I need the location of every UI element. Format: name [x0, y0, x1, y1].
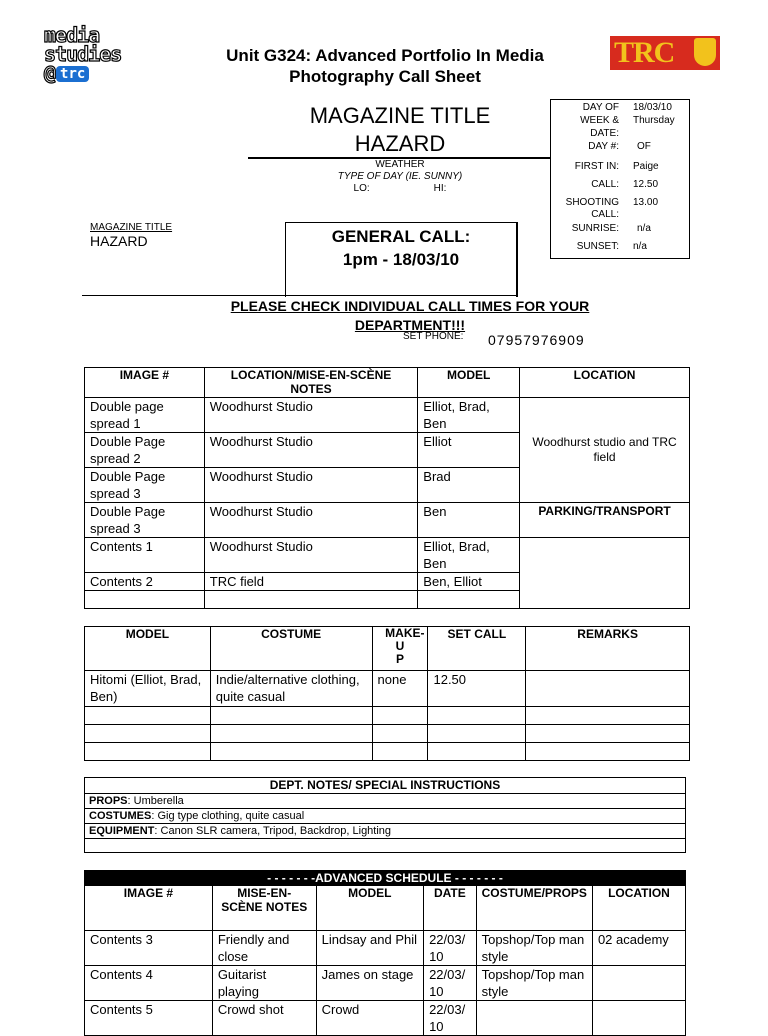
- logo-line-3: [44, 61, 138, 85]
- first-in-label: FIRST IN:: [574, 161, 619, 172]
- table-row: [85, 707, 690, 725]
- cell: [204, 591, 418, 609]
- col-remarks: REMARKS: [526, 627, 690, 671]
- col-image: IMAGE #: [85, 886, 213, 931]
- weather-lo: LO:: [353, 183, 370, 194]
- table-row: [85, 503, 690, 538]
- trc-logo-text: TRC: [614, 36, 675, 69]
- cell: Woodhurst Studio: [204, 398, 418, 433]
- equipment-value: : Canon SLR camera, Tripod, Backdrop, Lighting: [154, 825, 392, 837]
- cell: Contents 3: [85, 931, 213, 966]
- weather-block: [300, 159, 500, 195]
- magazine-title: [260, 102, 540, 158]
- col-makeup: [372, 627, 428, 671]
- magazine-title-label: MAGAZINE TITLE: [90, 222, 173, 233]
- image-location-table: [84, 367, 690, 609]
- cell: 12.50: [428, 671, 526, 707]
- col-model: MODEL: [316, 886, 423, 931]
- cell: Crowd shot: [212, 1001, 316, 1036]
- schedule-banner-row: [85, 871, 686, 886]
- notes-props-row: [85, 794, 686, 809]
- cell: Elliot, Brad, Ben: [418, 538, 520, 573]
- cell: 22/03/10: [424, 1001, 477, 1036]
- media-studies-logo: [44, 23, 138, 85]
- magazine-title-line-2: HAZARD: [354, 131, 446, 156]
- shooting-value: 13.00: [633, 197, 659, 208]
- crest-icon: [694, 38, 716, 66]
- col-date: DATE: [424, 886, 477, 931]
- cell: Lindsay and Phil: [316, 931, 423, 966]
- parking-transport-value: [520, 538, 690, 609]
- parking-transport-header: PARKING/TRANSPORT: [520, 503, 690, 538]
- day-of-value: 18/03/10: [633, 102, 672, 113]
- cell: Ben, Elliot: [418, 573, 520, 591]
- cell: TRC field: [204, 573, 418, 591]
- notes-costumes-row: [85, 809, 686, 824]
- cell: Contents 2: [85, 573, 205, 591]
- shooting-label-2: CALL:: [591, 209, 619, 220]
- cell: Ben: [418, 503, 520, 538]
- cell: 22/03/10: [424, 966, 477, 1001]
- first-in-value: Paige: [633, 161, 659, 172]
- call-label: CALL:: [591, 179, 619, 190]
- weather-type: TYPE OF DAY (IE. SUNNY): [337, 171, 463, 182]
- weather-label: WEATHER: [375, 159, 425, 170]
- costumes-cell: [85, 809, 686, 824]
- sunset-label: SUNSET:: [576, 241, 619, 252]
- trc-logo: [610, 36, 720, 70]
- cell: Woodhurst Studio: [204, 503, 418, 538]
- cell: Elliot: [418, 433, 520, 468]
- cell: Woodhurst Studio: [204, 433, 418, 468]
- cell: 02 academy: [592, 931, 685, 966]
- date-label: DATE:: [590, 128, 619, 139]
- cell: Double Page spread 3: [85, 503, 205, 538]
- day-of-label: DAY OF: [582, 102, 619, 113]
- cell: [418, 591, 520, 609]
- cell: Woodhurst Studio: [204, 468, 418, 503]
- cell: [476, 1001, 592, 1036]
- table-row: [85, 1001, 686, 1036]
- notes-empty-row: [85, 839, 686, 853]
- cell: Contents 5: [85, 1001, 213, 1036]
- props-cell: [85, 794, 686, 809]
- cell: [592, 1001, 685, 1036]
- page-title: [150, 45, 620, 87]
- props-label: PROPS: [89, 795, 128, 807]
- cell: Friendly and close: [212, 931, 316, 966]
- check-notice-line-2: DEPARTMENT!!!: [354, 317, 466, 333]
- title-line-1: Unit G324: Advanced Portfolio In Media: [226, 46, 544, 65]
- magazine-title-line-1: MAGAZINE TITLE: [309, 103, 491, 128]
- cell: Hitomi (Elliot, Brad, Ben): [85, 671, 211, 707]
- week-value: Thursday: [633, 115, 675, 126]
- day-info-box: [550, 99, 690, 259]
- col-costume-props: COSTUME/PROPS: [476, 886, 592, 931]
- table-row: [85, 931, 686, 966]
- general-call-label: GENERAL CALL:: [331, 227, 471, 246]
- check-notice: [150, 297, 670, 335]
- cell: Topshop/Top man style: [476, 931, 592, 966]
- cell: Guitarist playing: [212, 966, 316, 1001]
- col-set-call: SET CALL: [428, 627, 526, 671]
- col-location-notes: LOCATION/MISE-EN-SCÈNE NOTES: [204, 368, 418, 398]
- col-location: LOCATION: [520, 368, 690, 398]
- cell: Contents 1: [85, 538, 205, 573]
- table-row: [85, 725, 690, 743]
- general-call-time: 1pm - 18/03/10: [342, 250, 460, 269]
- col-location: LOCATION: [592, 886, 685, 931]
- call-value: 12.50: [633, 179, 659, 190]
- weather-lo-hi: [300, 183, 500, 195]
- notes-equipment-row: [85, 824, 686, 839]
- cell: James on stage: [316, 966, 423, 1001]
- general-call-divider: [82, 295, 517, 296]
- table-row: [85, 398, 690, 433]
- cell: Woodhurst Studio: [204, 538, 418, 573]
- logo-line-1: media: [44, 23, 100, 47]
- cell: Contents 4: [85, 966, 213, 1001]
- cell: Elliot, Brad, Ben: [418, 398, 520, 433]
- col-image: IMAGE #: [85, 368, 205, 398]
- props-value: : Umberella: [127, 795, 184, 807]
- notes-header-row: [85, 778, 686, 794]
- col-model: MODEL: [418, 368, 520, 398]
- equipment-label: EQUIPMENT: [89, 825, 155, 837]
- costumes-label: COSTUMES: [89, 810, 152, 822]
- table-header-row: [85, 368, 690, 398]
- table-header-row: [85, 627, 690, 671]
- cell: Double Page spread 2: [85, 433, 205, 468]
- makeup-line-3: P: [396, 652, 405, 666]
- dept-notes-table: [84, 777, 686, 853]
- table-row: [85, 671, 690, 707]
- model-costume-table: [84, 626, 690, 761]
- general-call-box: [285, 222, 518, 297]
- equipment-cell: [85, 824, 686, 839]
- day-num-label: DAY #:: [588, 141, 619, 152]
- title-line-2: Photography Call Sheet: [289, 67, 481, 86]
- sunrise-label: SUNRISE:: [571, 223, 619, 234]
- table-row: [85, 538, 690, 573]
- makeup-line-1: MAKE-: [385, 626, 425, 640]
- day-num-value: OF: [637, 141, 651, 152]
- set-phone-value: 07957976909: [488, 332, 585, 348]
- cell: 22/03/10: [424, 931, 477, 966]
- shooting-label-1: SHOOTING: [565, 197, 619, 208]
- cell: none: [372, 671, 428, 707]
- weather-hi: HI:: [433, 183, 447, 194]
- magazine-title-value: HAZARD: [90, 233, 148, 249]
- cell: Indie/alternative clothing, quite casual: [210, 671, 372, 707]
- sunset-value: n/a: [633, 241, 647, 252]
- cell: Double Page spread 3: [85, 468, 205, 503]
- cell: Double page spread 1: [85, 398, 205, 433]
- table-header-row: [85, 886, 686, 931]
- logo-trc: trc: [56, 66, 89, 82]
- location-value: Woodhurst studio and TRC field: [520, 398, 690, 503]
- costumes-value: : Gig type clothing, quite casual: [151, 810, 305, 822]
- advanced-schedule-table: [84, 870, 686, 1036]
- makeup-line-2: U: [395, 639, 405, 653]
- table-row: [85, 743, 690, 761]
- table-row: [85, 966, 686, 1001]
- week-label: WEEK &: [580, 115, 619, 126]
- col-mise-en-scene: MISE-EN-SCÈNE NOTES: [212, 886, 316, 931]
- magazine-title-field: [90, 222, 172, 249]
- col-costume: COSTUME: [210, 627, 372, 671]
- cell: Topshop/Top man style: [476, 966, 592, 1001]
- cell: [592, 966, 685, 1001]
- set-phone-label: SET PHONE:: [403, 331, 464, 342]
- cell: [526, 671, 690, 707]
- check-notice-line-1: PLEASE CHECK INDIVIDUAL CALL TIMES FOR YOUR: [230, 298, 590, 314]
- logo-at: @: [44, 61, 57, 85]
- logo-line-2: studies: [44, 42, 122, 66]
- col-model: MODEL: [85, 627, 211, 671]
- cell: [85, 591, 205, 609]
- cell: Brad: [418, 468, 520, 503]
- sunrise-value: n/a: [637, 223, 651, 234]
- notes-header: DEPT. NOTES/ SPECIAL INSTRUCTIONS: [85, 778, 686, 794]
- cell: Crowd: [316, 1001, 423, 1036]
- schedule-banner: - - - - - - -ADVANCED SCHEDULE - - - - - - -: [85, 871, 686, 886]
